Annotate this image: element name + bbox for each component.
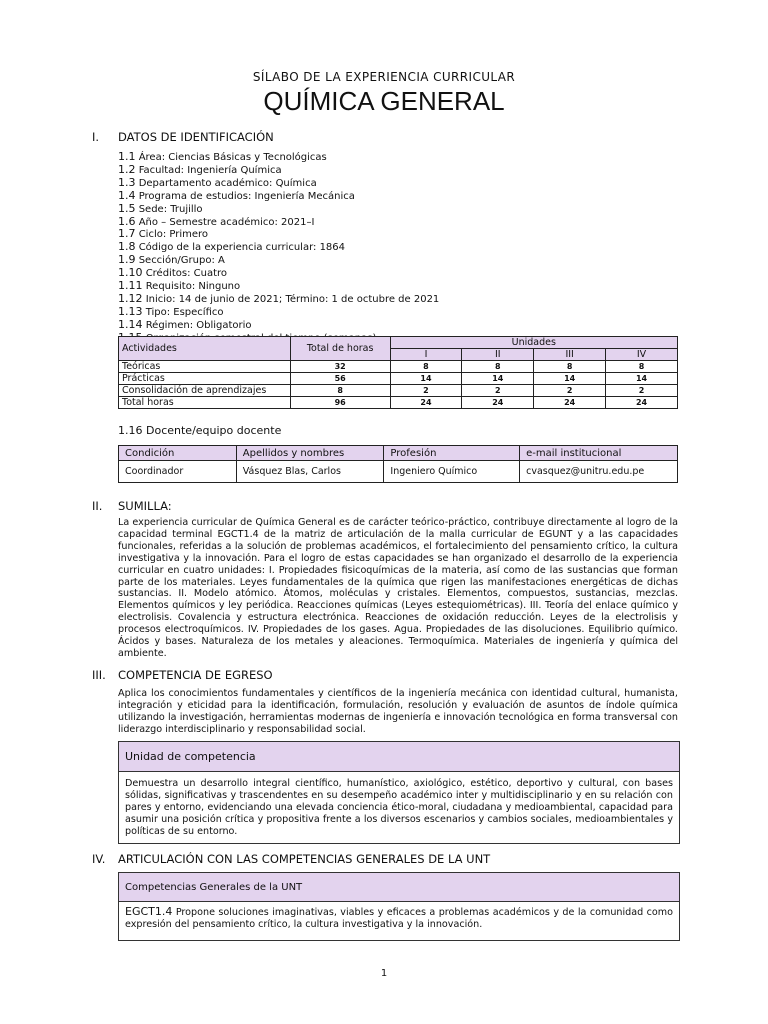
competency-code: EGCT1.4 [125, 905, 173, 918]
document-title: QUÍMICA GENERAL [263, 86, 505, 116]
header-condition: Condición [119, 446, 237, 461]
section-1-title: DATOS DE IDENTIFICACIÓN [118, 130, 274, 144]
table-row: Total horas 96 24 24 24 24 [119, 397, 678, 409]
competency-unit-title: Unidad de competencia [119, 742, 679, 772]
section-2-heading: II. SUMILLA: [92, 499, 172, 513]
hours-table [118, 336, 678, 409]
list-item: 1.7 Ciclo: Primero [118, 227, 209, 241]
list-item: 1.13 Tipo: Específico [118, 304, 224, 318]
list-item: 1.2 Facultad: Ingeniería Química [118, 162, 282, 176]
email-text: cvasquez@unitru.edu.pe [520, 461, 678, 483]
competencia-paragraph: Aplica los conocimientos fundamentales y científicos de la ingeniería mecánica con identidad cultural, humanista, integración y eticidad para la identificación, formulación, resolución y evaluación de asuntos de índole química utilizando la investigación, herramientas modernas de ingeniería e innovación tecnológica en forma transversal con liderazgo interdisciplinario y responsabilidad social. [118, 688, 678, 735]
table-row: Teóricas 32 8 8 8 8 [119, 361, 678, 373]
general-competencies-box [118, 872, 680, 941]
identification-list [118, 151, 439, 345]
list-item: 1.9 Sección/Grupo: A [118, 253, 225, 267]
header-unit: I [390, 349, 462, 361]
competency-unit-box [118, 741, 680, 844]
table-row: Coordinador Vásquez Blas, Carlos Ingeniero Químico cvasquez@unitru.edu.pe [119, 461, 678, 483]
document-subtitle: SÍLABO DE LA EXPERIENCIA CURRICULAR [252, 70, 516, 84]
header-unit: IV [606, 349, 678, 361]
general-competencies-title: Competencias Generales de la UNT [119, 873, 679, 902]
list-item: 1.6 Año – Semestre académico: 2021–I [118, 214, 315, 228]
list-item: 1.10 Créditos: Cuatro [118, 266, 228, 280]
header-activities: Actividades [119, 337, 291, 361]
header-units: Unidades [390, 337, 677, 349]
table-row: Consolidación de aprendizajes 8 2 2 2 2 [119, 385, 678, 397]
header-email: e-mail institucional [520, 446, 678, 461]
sumilla-paragraph: La experiencia curricular de Química General es de carácter teórico-práctico, contribuye directamente al logro de la capacidad terminal EGCT1.4 de la matriz de articulación de la malla curricular de EGUNT y a las capacidades funcionales, referidas a la solución de problemas académicos, el fortalecimiento del pensamiento crítico, la cultura investigativa y la innovación. Para el logro de estas capacidades se han organizado el desarrollo de la experiencia curricular en cuatro unidades: I. Propiedades fisicoquímicas de la materia, así como de las sustancias que forman parte de los materiales. Leyes fundamentales de la química que rigen las manifestaciones energéticas de dichas sustancias. II. Modelo atómico. Átomos, moléculas y cristales. Elementos, compuestos, sustancias, mezclas. Elementos químicos y ley periódica. Reacciones químicas (Leyes estequiométricas). III. Teoría del enlace químico y electrolisis. Covalencia y estructura electrónica. Reacciones de oxidación reducción. Leyes de la electrolisis y procesos electroquímicos. IV. Propiedades de los gases. Agua. Propiedades de las disoluciones. Equilibrio químico. Ácidos y bases. Naturaleza de los metales y aleaciones. Termoquímica. Materiales de ingeniería y química del ambiente. [118, 517, 678, 659]
list-item: 1.1 Área: Ciencias Básicas y Tecnológicas [118, 150, 327, 163]
list-item: 1.14 Régimen: Obligatorio [118, 317, 252, 331]
header-unit: III [534, 349, 606, 361]
list-item: 1.4 Programa de estudios: Ingeniería Mecánica [118, 188, 355, 202]
section-1-heading [92, 130, 274, 144]
section-1-number: I. [92, 130, 100, 144]
list-item: 1.8 Código de la experiencia curricular: 1864 [118, 240, 346, 254]
list-item: 1.3 Departamento académico: Química [118, 175, 317, 189]
general-competencies-text: EGCT1.4 Propone soluciones imaginativas, viables y eficaces a problemas académicos y de la comunidad como expresión del pensamiento crítico, la cultura investigativa y la innovación. [125, 905, 673, 930]
header-total-hours: Total de horas [290, 337, 390, 361]
list-item: 1.11 Requisito: Ninguno [118, 279, 241, 293]
table-row: Prácticas 56 14 14 14 14 [119, 373, 678, 385]
staff-table [118, 445, 678, 483]
section-3-heading: III. COMPETENCIA DE EGRESO [92, 668, 273, 682]
header-profession: Profesión [384, 446, 520, 461]
page-number: 1 [380, 968, 388, 979]
header-unit: II [462, 349, 534, 361]
list-item: 1.5 Sede: Trujillo [118, 201, 203, 215]
section-4-heading: IV. ARTICULACIÓN CON LAS COMPETENCIAS GENERALES DE LA UNT [92, 852, 491, 866]
header-name: Apellidos y nombres [236, 446, 384, 461]
competency-unit-text: Demuestra un desarrollo integral científico, humanístico, axiológico, estético, deportivo y cultural, con bases sólidas, significativas y trascendentes en su desempeño académico inter y multidisciplinario y en su relación con pares y entorno, evidenciando una elevada conciencia ético-moral, ciudadana y medioambiental, capacidad para asumir una posición crítica y propositiva frente a los diversos escenarios y cambios sociales, medioambientales y políticas de su entorno. [125, 778, 673, 837]
list-item: 1.12 Inicio: 14 de junio de 2021; Término: 1 de octubre de 2021 [118, 291, 440, 305]
item-1-16: 1.16 Docente/equipo docente [118, 424, 282, 437]
